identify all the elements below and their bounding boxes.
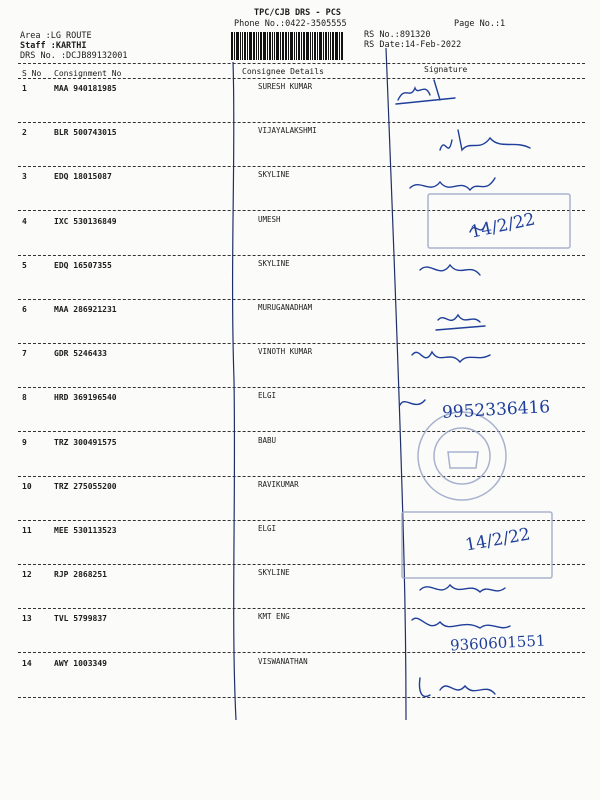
column-sno: S No (22, 69, 42, 78)
row-consignee: SKYLINE (258, 568, 290, 577)
row-serial-number: 5 (22, 261, 27, 270)
drs-number: DRS No. :DCJB89132001 (20, 51, 128, 61)
rs-date: RS Date:14-Feb-2022 (364, 40, 462, 50)
row-consignee: SKYLINE (258, 170, 290, 179)
handwritten-phone-number-2: 9360601551 (449, 631, 546, 655)
staff-label: Staff :KARTHI (20, 41, 87, 51)
handwritten-date-1: 14/2/22 (468, 209, 537, 243)
row-serial-number: 13 (22, 614, 32, 623)
row-consignee: VINOTH KUMAR (258, 347, 313, 356)
row-consignment-number: TRZ 300491575 (54, 438, 117, 447)
row-consignee: VIJAYALAKSHMI (258, 126, 317, 135)
column-signature: Signature (424, 65, 468, 74)
column-consignee: Consignee Details (242, 67, 324, 76)
row-serial-number: 9 (22, 438, 27, 447)
vertical-rule-right (386, 48, 406, 720)
row-serial-number: 1 (22, 84, 27, 93)
row-consignment-number: GDR 5246433 (54, 349, 107, 358)
row-serial-number: 8 (22, 393, 27, 402)
handwritten-phone-number: 9952336416 (441, 397, 551, 423)
row-serial-number: 11 (22, 526, 32, 535)
row-serial-number: 14 (22, 659, 32, 668)
phone-number: Phone No.:0422-3505555 (234, 19, 347, 29)
row-consignment-number: TVL 5799837 (54, 614, 107, 623)
row-consignment-number: MAA 286921231 (54, 305, 117, 314)
signature-5 (436, 315, 485, 330)
signature-8 (420, 585, 505, 592)
row-serial-number: 12 (22, 570, 32, 579)
row-serial-number: 10 (22, 482, 32, 491)
signature-3 (410, 178, 495, 190)
row-consignment-number: IXC 530136849 (54, 217, 117, 226)
signature-1 (396, 80, 455, 104)
area-label: Area :LG ROUTE (20, 31, 92, 41)
row-consignment-number: HRD 369196540 (54, 393, 117, 402)
row-serial-number: 6 (22, 305, 27, 314)
row-consignment-number: TRZ 275055200 (54, 482, 117, 491)
row-consignment-number: RJP 2868251 (54, 570, 107, 579)
signature-7 (400, 400, 425, 405)
document-title: TPC/CJB DRS - PCS (254, 8, 341, 18)
row-consignment-number: AWY 1003349 (54, 659, 107, 668)
row-consignment-number: MEE 530113523 (54, 526, 117, 535)
rs-number: RS No.:891320 (364, 30, 431, 40)
row-consignee: SKYLINE (258, 259, 290, 268)
row-consignee: MURUGANADHAM (258, 303, 313, 312)
row-consignee: BABU (258, 436, 277, 445)
row-consignee: VISWANATHAN (258, 657, 308, 666)
row-serial-number: 3 (22, 172, 27, 181)
row-consignee: RAVIKUMAR (258, 480, 299, 489)
row-serial-number: 7 (22, 349, 27, 358)
column-consignment: Consignment No (54, 69, 122, 78)
signature-10 (419, 678, 495, 696)
row-consignment-number: EDQ 18015087 (54, 172, 112, 181)
page-number: Page No.:1 (454, 19, 506, 29)
row-serial-number: 4 (22, 217, 27, 226)
signature-2 (440, 130, 530, 150)
row-consignee: UMESH (258, 215, 281, 224)
signature-9 (412, 618, 510, 628)
company-seal-1 (418, 412, 506, 500)
row-consignment-number: MAA 940181985 (54, 84, 117, 93)
row-consignee: ELGI (258, 391, 277, 400)
row-serial-number: 2 (22, 128, 27, 137)
row-consignment-number: BLR 500743015 (54, 128, 117, 137)
vertical-rule-left (233, 62, 236, 720)
row-consignee: KMT ENG (258, 612, 290, 621)
signature-6 (412, 352, 490, 362)
row-consignee: ELGI (258, 524, 277, 533)
row-consignee: SURESH KUMAR (258, 82, 313, 91)
row-consignment-number: EDQ 16507355 (54, 261, 112, 270)
handwritten-date-2: 14/2/22 (463, 524, 532, 556)
